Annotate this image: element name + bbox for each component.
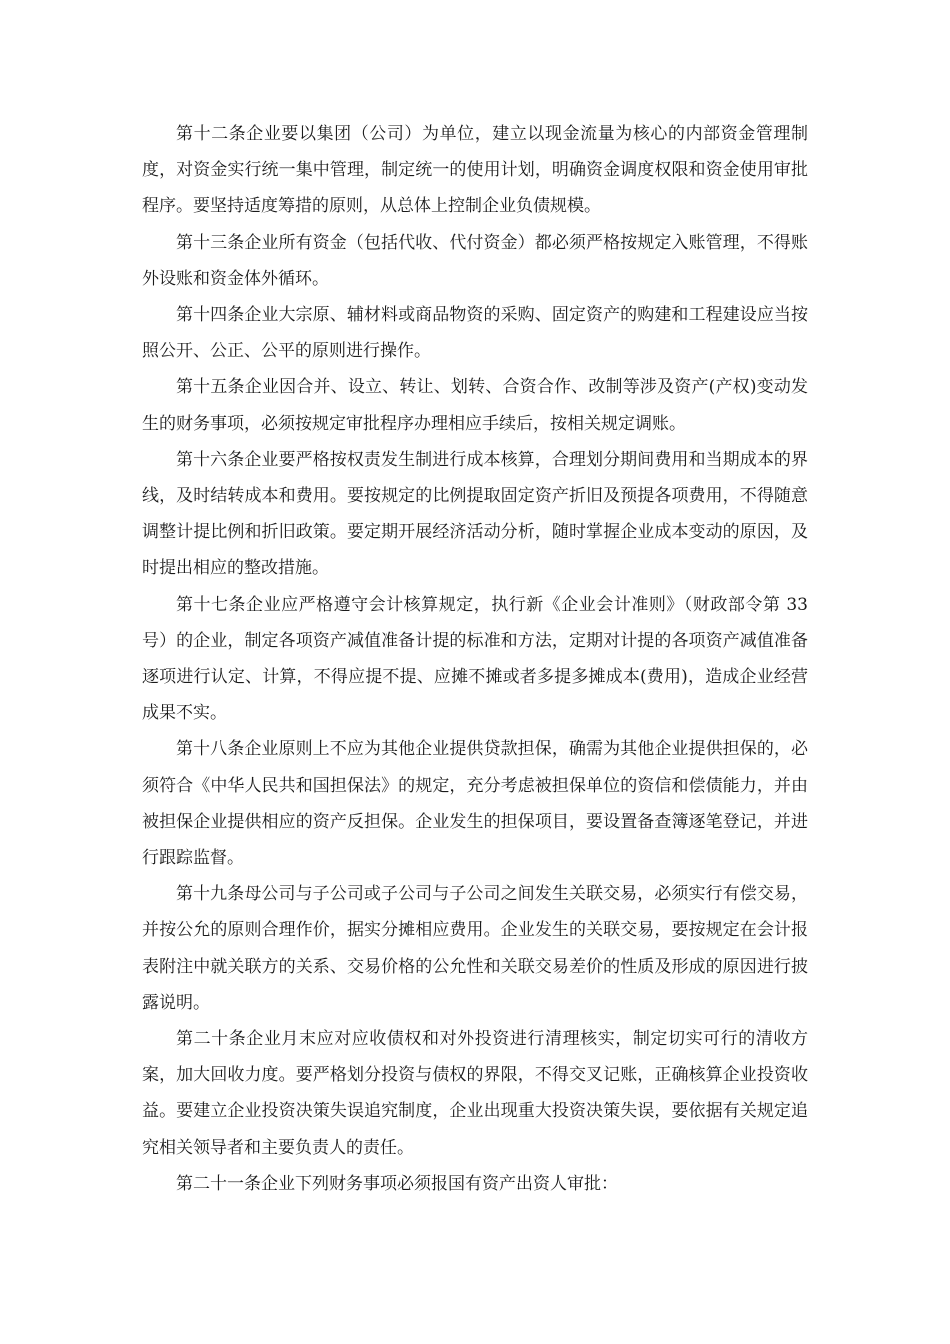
article-13-paragraph: 第十三条企业所有资金（包括代收、代付资金）都必须严格按规定入账管理，不得账外设账和资金体外循环。 bbox=[142, 232, 808, 289]
document-body bbox=[142, 116, 808, 1202]
article-17-paragraph: 第十七条企业应严格遵守会计核算规定，执行新《企业会计准则》（财政部令第 33 号）的企业，制定各项资产减值准备计提的标准和方法，定期对计提的各项资产减值准备逐项进行认定、计算，不得应提不提、应摊不摊或者多提多摊成本(费用)，造成企业经营成果不实。 bbox=[142, 594, 808, 724]
article-18-paragraph: 第十八条企业原则上不应为其他企业提供贷款担保，确需为其他企业提供担保的，必须符合《中华人民共和国担保法》的规定，充分考虑被担保单位的资信和偿债能力，并由被担保企业提供相应的资产反担保。企业发生的担保项目，要设置备查簿逐笔登记，并进行跟踪监督。 bbox=[142, 739, 808, 869]
article-20-paragraph: 第二十条企业月末应对应收债权和对外投资进行清理核实，制定切实可行的清收方案，加大回收力度。要严格划分投资与债权的界限，不得交叉记账，正确核算企业投资收益。要建立企业投资决策失误追究制度，企业出现重大投资决策失误，要依据有关规定追究相关领导者和主要负责人的责任。 bbox=[142, 1029, 808, 1158]
article-14-paragraph: 第十四条企业大宗原、辅材料或商品物资的采购、固定资产的购建和工程建设应当按照公开、公正、公平的原则进行操作。 bbox=[142, 305, 808, 362]
article-15-paragraph: 第十五条企业因合并、设立、转让、划转、合资合作、改制等涉及资产(产权)变动发生的财务事项，必须按规定审批程序办理相应手续后，按相关规定调账。 bbox=[142, 377, 808, 434]
article-21-paragraph: 第二十一条企业下列财务事项必须报国有资产出资人审批： bbox=[176, 1173, 618, 1194]
article-12-paragraph: 第十二条企业要以集团（公司）为单位，建立以现金流量为核心的内部资金管理制度，对资金实行统一集中管理，制定统一的使用计划，明确资金调度权限和资金使用审批程序。要坚持适度筹措的原则，从总体上控制企业负债规模。 bbox=[142, 124, 808, 217]
article-19-paragraph: 第十九条母公司与子公司或子公司与子公司之间发生关联交易，必须实行有偿交易，并按公允的原则合理作价，据实分摊相应费用。企业发生的关联交易，要按规定在会计报表附注中就关联方的关系、交易价格的公允性和关联交易差价的性质及形成的原因进行披露说明。 bbox=[142, 884, 808, 1013]
article-16-paragraph: 第十六条企业要严格按权责发生制进行成本核算，合理划分期间费用和当期成本的界线，及时结转成本和费用。要按规定的比例提取固定资产折旧及预提各项费用，不得随意调整计提比例和折旧政策。要定期开展经济活动分析，随时掌握企业成本变动的原因，及时提出相应的整改措施。 bbox=[142, 449, 808, 579]
